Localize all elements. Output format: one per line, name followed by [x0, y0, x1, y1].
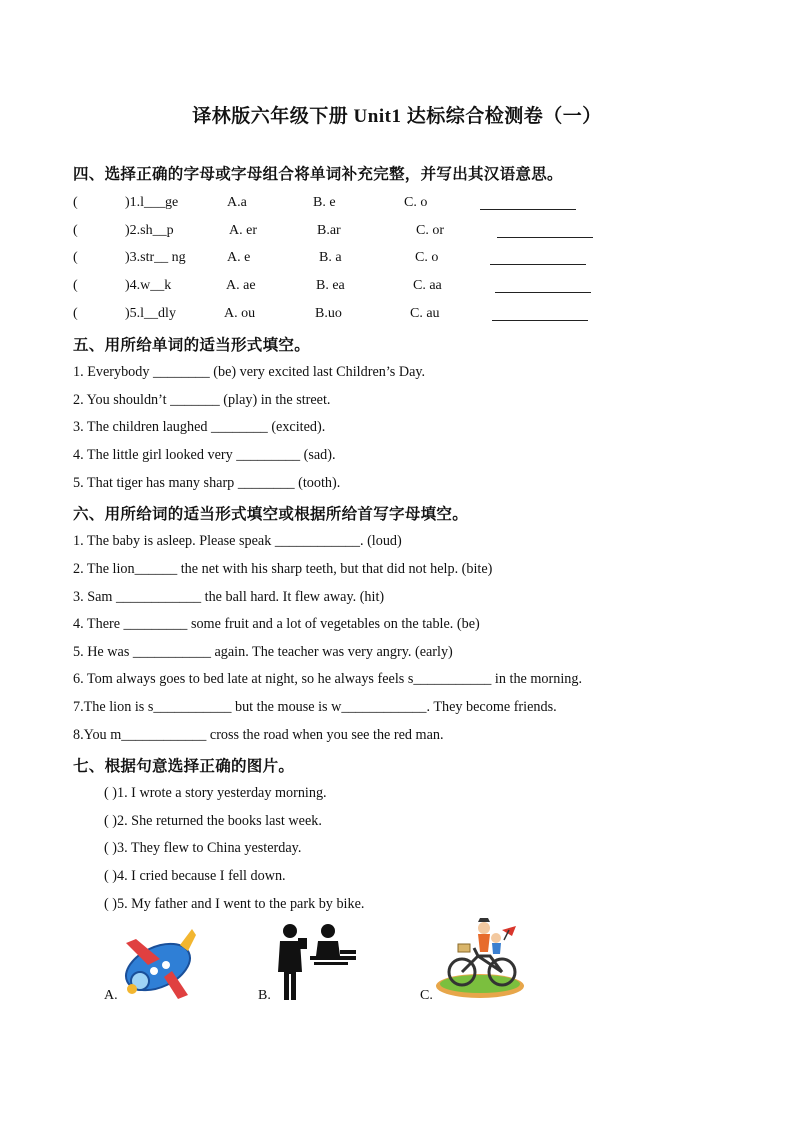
- section-4-heading: 四、选择正确的字母或字母组合将单词补充完整，并写出其汉语意思。: [73, 166, 563, 183]
- fill-in-item-7: 7.The lion is s___________ but the mouse is w____________. They become friends.: [73, 699, 557, 715]
- answer-paren: (: [73, 195, 78, 210]
- option-b: B. a: [319, 250, 342, 265]
- word-stem: )2.sh__p: [125, 223, 174, 238]
- picture-question-2: ( )2. She returned the books last week.: [104, 813, 322, 829]
- mc-question-1: [73, 195, 633, 215]
- answer-blank[interactable]: [495, 292, 591, 293]
- word-stem: )1.l___ge: [125, 195, 179, 210]
- answer-paren: (: [73, 278, 78, 293]
- word-stem: )4.w__k: [125, 278, 172, 293]
- fill-in-item-6: 6. Tom always goes to bed late at night, so he always feels s___________ in the morning.: [73, 671, 583, 687]
- option-a: A. er: [229, 223, 257, 238]
- answer-blank[interactable]: [497, 237, 593, 238]
- fill-in-item-3: 3. The children laughed ________ (excited).: [73, 419, 326, 435]
- airplane-icon: [118, 925, 198, 1003]
- word-stem: )3.str__ ng: [125, 250, 186, 265]
- option-c: C. o: [415, 250, 439, 265]
- picture-label-b: B.: [258, 988, 271, 1003]
- fill-in-item-1: 1. Everybody ________ (be) very excited last Children’s Day.: [73, 364, 426, 380]
- option-a: A. e: [227, 250, 251, 265]
- section-5-heading: 五、用所给单词的适当形式填空。: [73, 337, 311, 354]
- answer-paren: (: [73, 250, 78, 265]
- option-b: B.uo: [315, 306, 342, 321]
- picture-label-a: A.: [104, 988, 118, 1003]
- page-title: 译林版六年级下册 Unit1 达标综合检测卷（一）: [192, 106, 602, 127]
- picture-label-c: C.: [420, 988, 433, 1003]
- mc-question-4: [73, 278, 633, 298]
- option-b: B.ar: [317, 223, 341, 238]
- section-6-heading: 六、用所给词的适当形式填空或根据所给首写字母填空。: [73, 506, 469, 523]
- library-desk-icon: [272, 922, 360, 1002]
- fill-in-item-5: 5. That tiger has many sharp ________ (tooth).: [73, 475, 341, 491]
- fill-in-item-2: 2. The lion______ the net with his sharp teeth, but that did not help. (bite): [73, 561, 493, 577]
- family-bike-icon: [432, 918, 526, 1000]
- option-b: B. e: [313, 195, 336, 210]
- option-a: A. ou: [224, 306, 256, 321]
- picture-question-4: ( )4. I cried because I fell down.: [104, 868, 286, 884]
- option-c: C. o: [404, 195, 428, 210]
- picture-question-1: ( )1. I wrote a story yesterday morning.: [104, 785, 327, 801]
- answer-blank[interactable]: [492, 320, 588, 321]
- fill-in-item-2: 2. You shouldn’t _______ (play) in the street.: [73, 392, 331, 408]
- option-a: A.a: [227, 195, 247, 210]
- fill-in-item-4: 4. There _________ some fruit and a lot of vegetables on the table. (be): [73, 616, 480, 632]
- option-c: C. or: [416, 223, 444, 238]
- answer-paren: (: [73, 306, 78, 321]
- picture-question-3: ( )3. They flew to China yesterday.: [104, 840, 302, 856]
- mc-question-3: [73, 250, 633, 270]
- answer-blank[interactable]: [480, 209, 576, 210]
- picture-question-5: ( )5. My father and I went to the park by bike.: [104, 896, 365, 912]
- option-c: C. aa: [413, 278, 442, 293]
- fill-in-item-3: 3. Sam ____________ the ball hard. It flew away. (hit): [73, 589, 385, 605]
- mc-question-5: [73, 306, 633, 326]
- option-b: B. ea: [316, 278, 345, 293]
- fill-in-item-4: 4. The little girl looked very _________ (sad).: [73, 447, 336, 463]
- mc-question-2: [73, 223, 633, 243]
- word-stem: )5.l__dly: [125, 306, 176, 321]
- fill-in-item-1: 1. The baby is asleep. Please speak ____________. (loud): [73, 533, 402, 549]
- answer-blank[interactable]: [490, 264, 586, 265]
- fill-in-item-8: 8.You m____________ cross the road when you see the red man.: [73, 727, 444, 743]
- section-7-heading: 七、根据句意选择正确的图片。: [73, 758, 295, 775]
- answer-paren: (: [73, 223, 78, 238]
- option-c: C. au: [410, 306, 440, 321]
- fill-in-item-5: 5. He was ___________ again. The teacher was very angry. (early): [73, 644, 453, 660]
- option-a: A. ae: [226, 278, 256, 293]
